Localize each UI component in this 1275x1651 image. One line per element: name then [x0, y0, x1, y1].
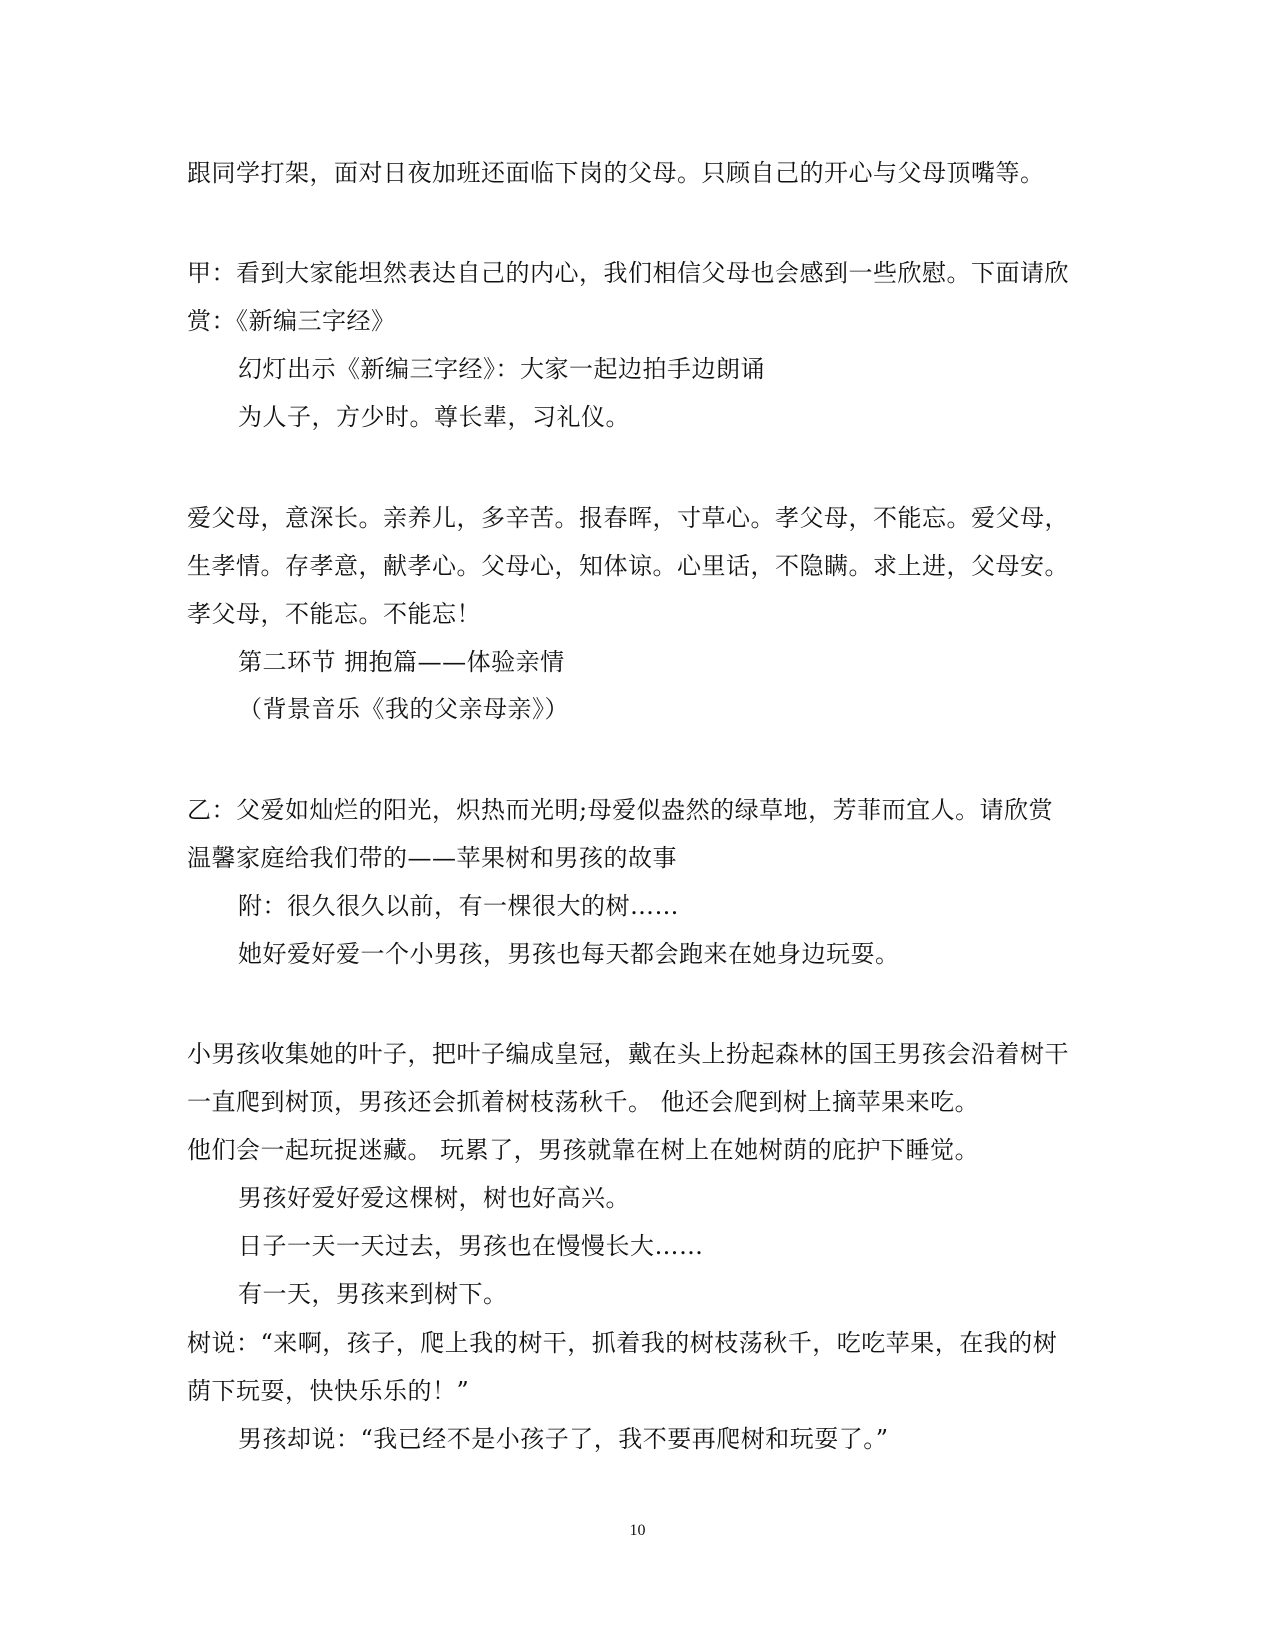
- text-line: 孝父母，不能忘。不能忘！: [187, 600, 481, 628]
- text-line: 温馨家庭给我们带的——苹果树和男孩的故事: [187, 844, 677, 872]
- text-line: 赏：《新编三字经》: [187, 307, 396, 335]
- page-number: 10: [629, 1522, 646, 1539]
- text-line: 荫下玩耍，快快乐乐的！”: [187, 1377, 470, 1405]
- text-line: 附：很久很久以前，有一棵很大的树……: [238, 892, 679, 920]
- text-line: 树说：“来啊，孩子，爬上我的树干，抓着我的树枝荡秋千，吃吃苹果，在我的树: [187, 1329, 1058, 1357]
- text-line: 他们会一起玩捉迷藏。 玩累了，男孩就靠在树上在她树荫的庇护下睡觉。: [187, 1136, 980, 1164]
- text-line: 爱父母，意深长。亲养儿，多辛苦。报春晖，寸草心。孝父母，不能忘。爱父母，: [187, 504, 1069, 532]
- text-line: 幻灯出示《新编三字经》：大家一起边拍手边朗诵: [238, 355, 765, 383]
- text-line: 甲：看到大家能坦然表达自己的内心，我们相信父母也会感到一些欣慰。下面请欣: [187, 259, 1069, 287]
- text-line: （背景音乐《我的父亲母亲》）: [238, 695, 569, 723]
- text-line: 生孝情。存孝意，献孝心。父母心，知体谅。心里话，不隐瞒。求上进，父母安。: [187, 552, 1069, 580]
- text-line: 男孩好爱好爱这棵树，树也好高兴。: [238, 1184, 630, 1212]
- text-line: 男孩却说：“我已经不是小孩子了，我不要再爬树和玩耍了。”: [238, 1425, 889, 1453]
- section-heading: 第二环节 拥抱篇——体验亲情: [238, 648, 565, 676]
- text-line: 乙：父爱如灿烂的阳光，炽热而光明;母爱似盎然的绿草地，芳菲而宜人。请欣赏: [187, 796, 1054, 824]
- text-line: 她好爱好爱一个小男孩，男孩也每天都会跑来在她身边玩耍。: [238, 940, 900, 968]
- text-line: 一直爬到树顶，男孩还会抓着树枝荡秋千。 他还会爬到树上摘苹果来吃。: [187, 1088, 980, 1116]
- text-line: 为人子，方少时。尊长辈，习礼仪。: [238, 403, 630, 431]
- text-line: 日子一天一天过去，男孩也在慢慢长大……: [238, 1232, 704, 1260]
- text-line: 跟同学打架，面对日夜加班还面临下岗的父母。只顾自己的开心与父母顶嘴等。: [187, 159, 1045, 187]
- text-line: 有一天，男孩来到树下。: [238, 1280, 508, 1308]
- text-line: 小男孩收集她的叶子，把叶子编成皇冠，戴在头上扮起森林的国王男孩会沿着树干: [187, 1040, 1069, 1068]
